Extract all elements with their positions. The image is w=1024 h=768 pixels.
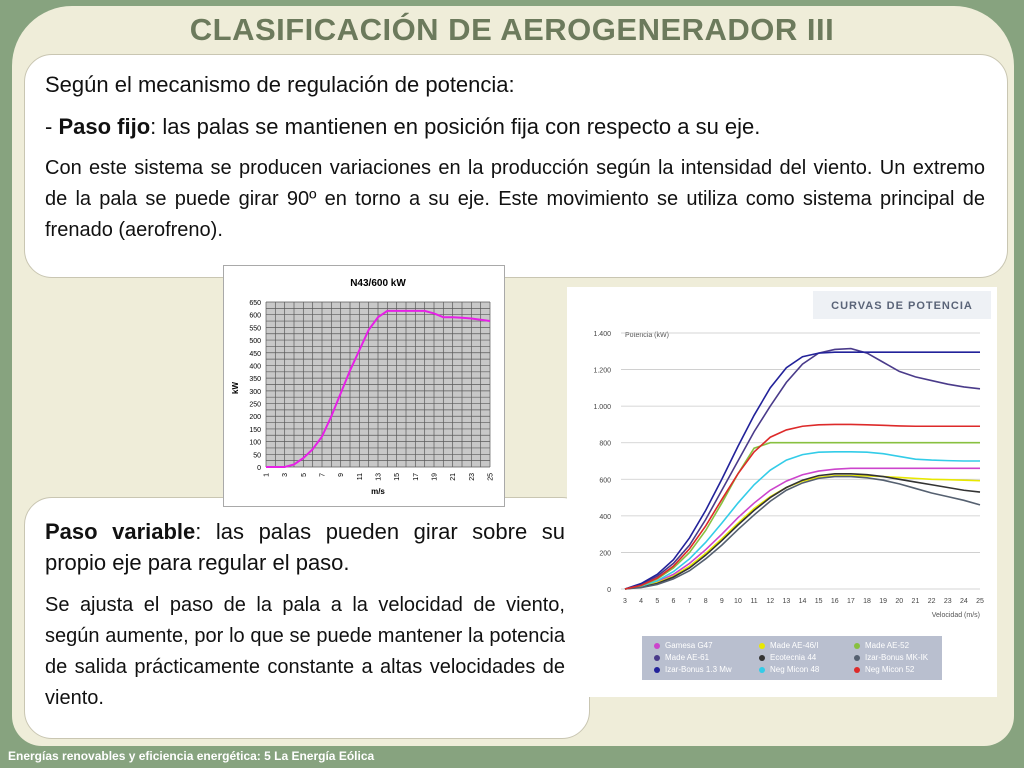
n43-chart-svg bbox=[224, 266, 506, 508]
curve-izar-bonus-mk-ik bbox=[625, 477, 980, 589]
variable-pitch-text: : las palas pueden girar sobre su propio eje para regular el paso. bbox=[45, 519, 565, 575]
n43-x-tick: 17 bbox=[412, 473, 420, 481]
n43-x-tick: 23 bbox=[468, 473, 476, 481]
legend-dot bbox=[854, 655, 860, 661]
variable-pitch-box bbox=[24, 497, 590, 739]
variable-pitch-line bbox=[45, 516, 565, 578]
curves-x-tick: 10 bbox=[734, 598, 742, 605]
curves-x-tick: 12 bbox=[766, 598, 775, 605]
legend-label: Ecotecnia 44 bbox=[770, 653, 817, 662]
curves-x-tick: 6 bbox=[671, 598, 676, 605]
legend-item bbox=[654, 641, 713, 650]
curves-x-tick: 4 bbox=[639, 598, 644, 605]
curves-x-tick: 5 bbox=[655, 598, 660, 605]
legend-item bbox=[854, 641, 909, 650]
n43-x-tick: 19 bbox=[431, 473, 439, 481]
n43-x-tick: 13 bbox=[375, 473, 383, 481]
legend-dot bbox=[759, 655, 765, 661]
fixed-pitch-line bbox=[45, 113, 985, 141]
legend-dot bbox=[854, 667, 860, 673]
fixed-pitch-box bbox=[24, 54, 1008, 278]
curves-y-tick: 200 bbox=[599, 550, 611, 558]
n43-y-tick: 250 bbox=[249, 401, 261, 409]
legend-dot bbox=[854, 643, 860, 649]
legend-item bbox=[759, 641, 818, 650]
power-curves-legend bbox=[642, 636, 942, 680]
curves-x-tick: 23 bbox=[943, 598, 952, 605]
curves-y-tick: 800 bbox=[599, 440, 611, 448]
legend-label: Neg Micon 48 bbox=[770, 665, 820, 674]
curves-y-tick: 1.000 bbox=[593, 404, 611, 412]
legend-item bbox=[654, 653, 709, 662]
n43-y-tick: 450 bbox=[249, 350, 261, 358]
n43-x-tick: 25 bbox=[487, 473, 495, 481]
n43-y-tick: 350 bbox=[249, 376, 261, 384]
curves-x-tick: 9 bbox=[719, 598, 724, 605]
n43-y-tick: 550 bbox=[249, 325, 261, 333]
fixed-pitch-term: Paso fijo bbox=[58, 114, 151, 139]
n43-x-label: m/s bbox=[371, 487, 385, 496]
curves-x-tick: 19 bbox=[879, 598, 888, 605]
legend-dot bbox=[654, 655, 660, 661]
legend-dot bbox=[654, 667, 660, 673]
legend-label: Gamesa G47 bbox=[665, 641, 713, 650]
legend-label: Izar-Bonus MK-IK bbox=[865, 653, 929, 662]
curves-x-tick: 3 bbox=[623, 598, 627, 605]
n43-x-tick: 21 bbox=[450, 473, 458, 481]
curves-x-label: Velocidad (m/s) bbox=[931, 612, 980, 619]
curves-x-tick: 22 bbox=[927, 598, 936, 605]
n43-y-tick: 50 bbox=[253, 452, 261, 460]
n43-y-tick: 100 bbox=[249, 439, 261, 447]
curves-y-tick: 1.400 bbox=[593, 331, 611, 338]
curve-izar-bonus-1-3-mw bbox=[625, 352, 980, 589]
n43-power-chart bbox=[223, 265, 505, 507]
curves-y-tick: 0 bbox=[607, 587, 611, 594]
curves-x-tick: 15 bbox=[814, 598, 823, 605]
legend-label: Izar-Bonus 1.3 Mw bbox=[665, 665, 732, 674]
curves-y-tick: 400 bbox=[599, 513, 611, 521]
n43-y-tick: 300 bbox=[249, 388, 261, 396]
legend-dot bbox=[759, 667, 765, 673]
n43-x-tick: 9 bbox=[338, 473, 346, 477]
curves-x-tick: 24 bbox=[959, 598, 968, 605]
curves-x-tick: 14 bbox=[798, 598, 807, 605]
n43-y-tick: 200 bbox=[249, 414, 261, 422]
curves-y-tick: 600 bbox=[599, 477, 611, 485]
curves-x-tick: 17 bbox=[847, 598, 855, 605]
legend-item bbox=[759, 653, 816, 662]
curves-x-tick: 20 bbox=[895, 598, 904, 605]
n43-y-tick: 150 bbox=[249, 426, 261, 434]
fixed-prefix: - bbox=[45, 114, 59, 139]
n43-x-tick: 5 bbox=[300, 473, 308, 477]
legend-dot bbox=[654, 643, 660, 649]
curve-gamesa-g47 bbox=[625, 468, 980, 589]
legend-item bbox=[854, 653, 928, 662]
curves-y-tick: 1.200 bbox=[593, 367, 611, 375]
curves-x-tick: 18 bbox=[863, 598, 871, 605]
legend-item bbox=[854, 665, 914, 674]
page-title: CLASIFICACIÓN DE AEROGENERADOR III bbox=[189, 12, 835, 47]
n43-x-tick: 15 bbox=[394, 473, 402, 481]
n43-x-tick: 7 bbox=[319, 473, 327, 477]
n43-x-tick: 3 bbox=[282, 473, 290, 477]
n43-x-tick: 1 bbox=[263, 473, 271, 477]
curves-x-tick: 25 bbox=[976, 598, 984, 605]
variable-pitch-term: Paso variable bbox=[45, 519, 196, 544]
curves-x-tick: 11 bbox=[750, 598, 758, 605]
n43-y-tick: 0 bbox=[257, 465, 261, 472]
intro-text: Según el mecanismo de regulación de potencia: bbox=[45, 72, 515, 97]
legend-label: Made AE-46/I bbox=[770, 641, 819, 650]
curve-neg-micon-48 bbox=[625, 452, 980, 589]
n43-y-tick: 600 bbox=[249, 312, 261, 320]
fixed-pitch-detail: Con este sistema se producen variaciones en la producción según la intensidad del viento. Un extremo de la pala se puede girar 90º en torno a su eje. Este movimiento se utiliza como sistema principal de frenado (aerofreno). bbox=[45, 157, 985, 241]
n43-y-tick: 400 bbox=[249, 363, 261, 371]
legend-label: Made AE-52 bbox=[865, 641, 910, 650]
footer-text: Energías renovables y eficiencia energética: 5 La Energía Eólica bbox=[8, 749, 375, 763]
n43-chart-title: N43/600 kW bbox=[350, 278, 406, 289]
legend-item bbox=[759, 665, 819, 674]
variable-pitch-detail: Se ajusta el paso de la pala a la velocidad de viento, según aumente, por lo que se puede mantener la potencia de salida prácticamente constante a altas velocidades de viento. bbox=[45, 594, 565, 709]
curves-x-tick: 21 bbox=[911, 598, 920, 605]
n43-y-tick: 500 bbox=[249, 338, 261, 346]
curves-x-tick: 7 bbox=[687, 598, 692, 605]
n43-x-tick: 11 bbox=[356, 473, 364, 481]
legend-label: Neg Micon 52 bbox=[865, 665, 915, 674]
fixed-pitch-text: : las palas se mantienen en posición fija con respecto a su eje. bbox=[150, 114, 761, 139]
curves-x-tick: 16 bbox=[830, 598, 839, 605]
legend-dot bbox=[759, 643, 765, 649]
curves-x-tick: 13 bbox=[782, 598, 791, 605]
legend-item bbox=[654, 665, 732, 674]
curves-chart-title: CURVAS DE POTENCIA bbox=[831, 300, 973, 312]
curves-y-label: Potencia (kW) bbox=[625, 332, 669, 339]
legend-label: Made AE-61 bbox=[665, 653, 710, 662]
n43-y-label: kW bbox=[231, 382, 240, 394]
curves-x-tick: 8 bbox=[703, 598, 708, 605]
n43-y-tick: 650 bbox=[249, 300, 261, 307]
